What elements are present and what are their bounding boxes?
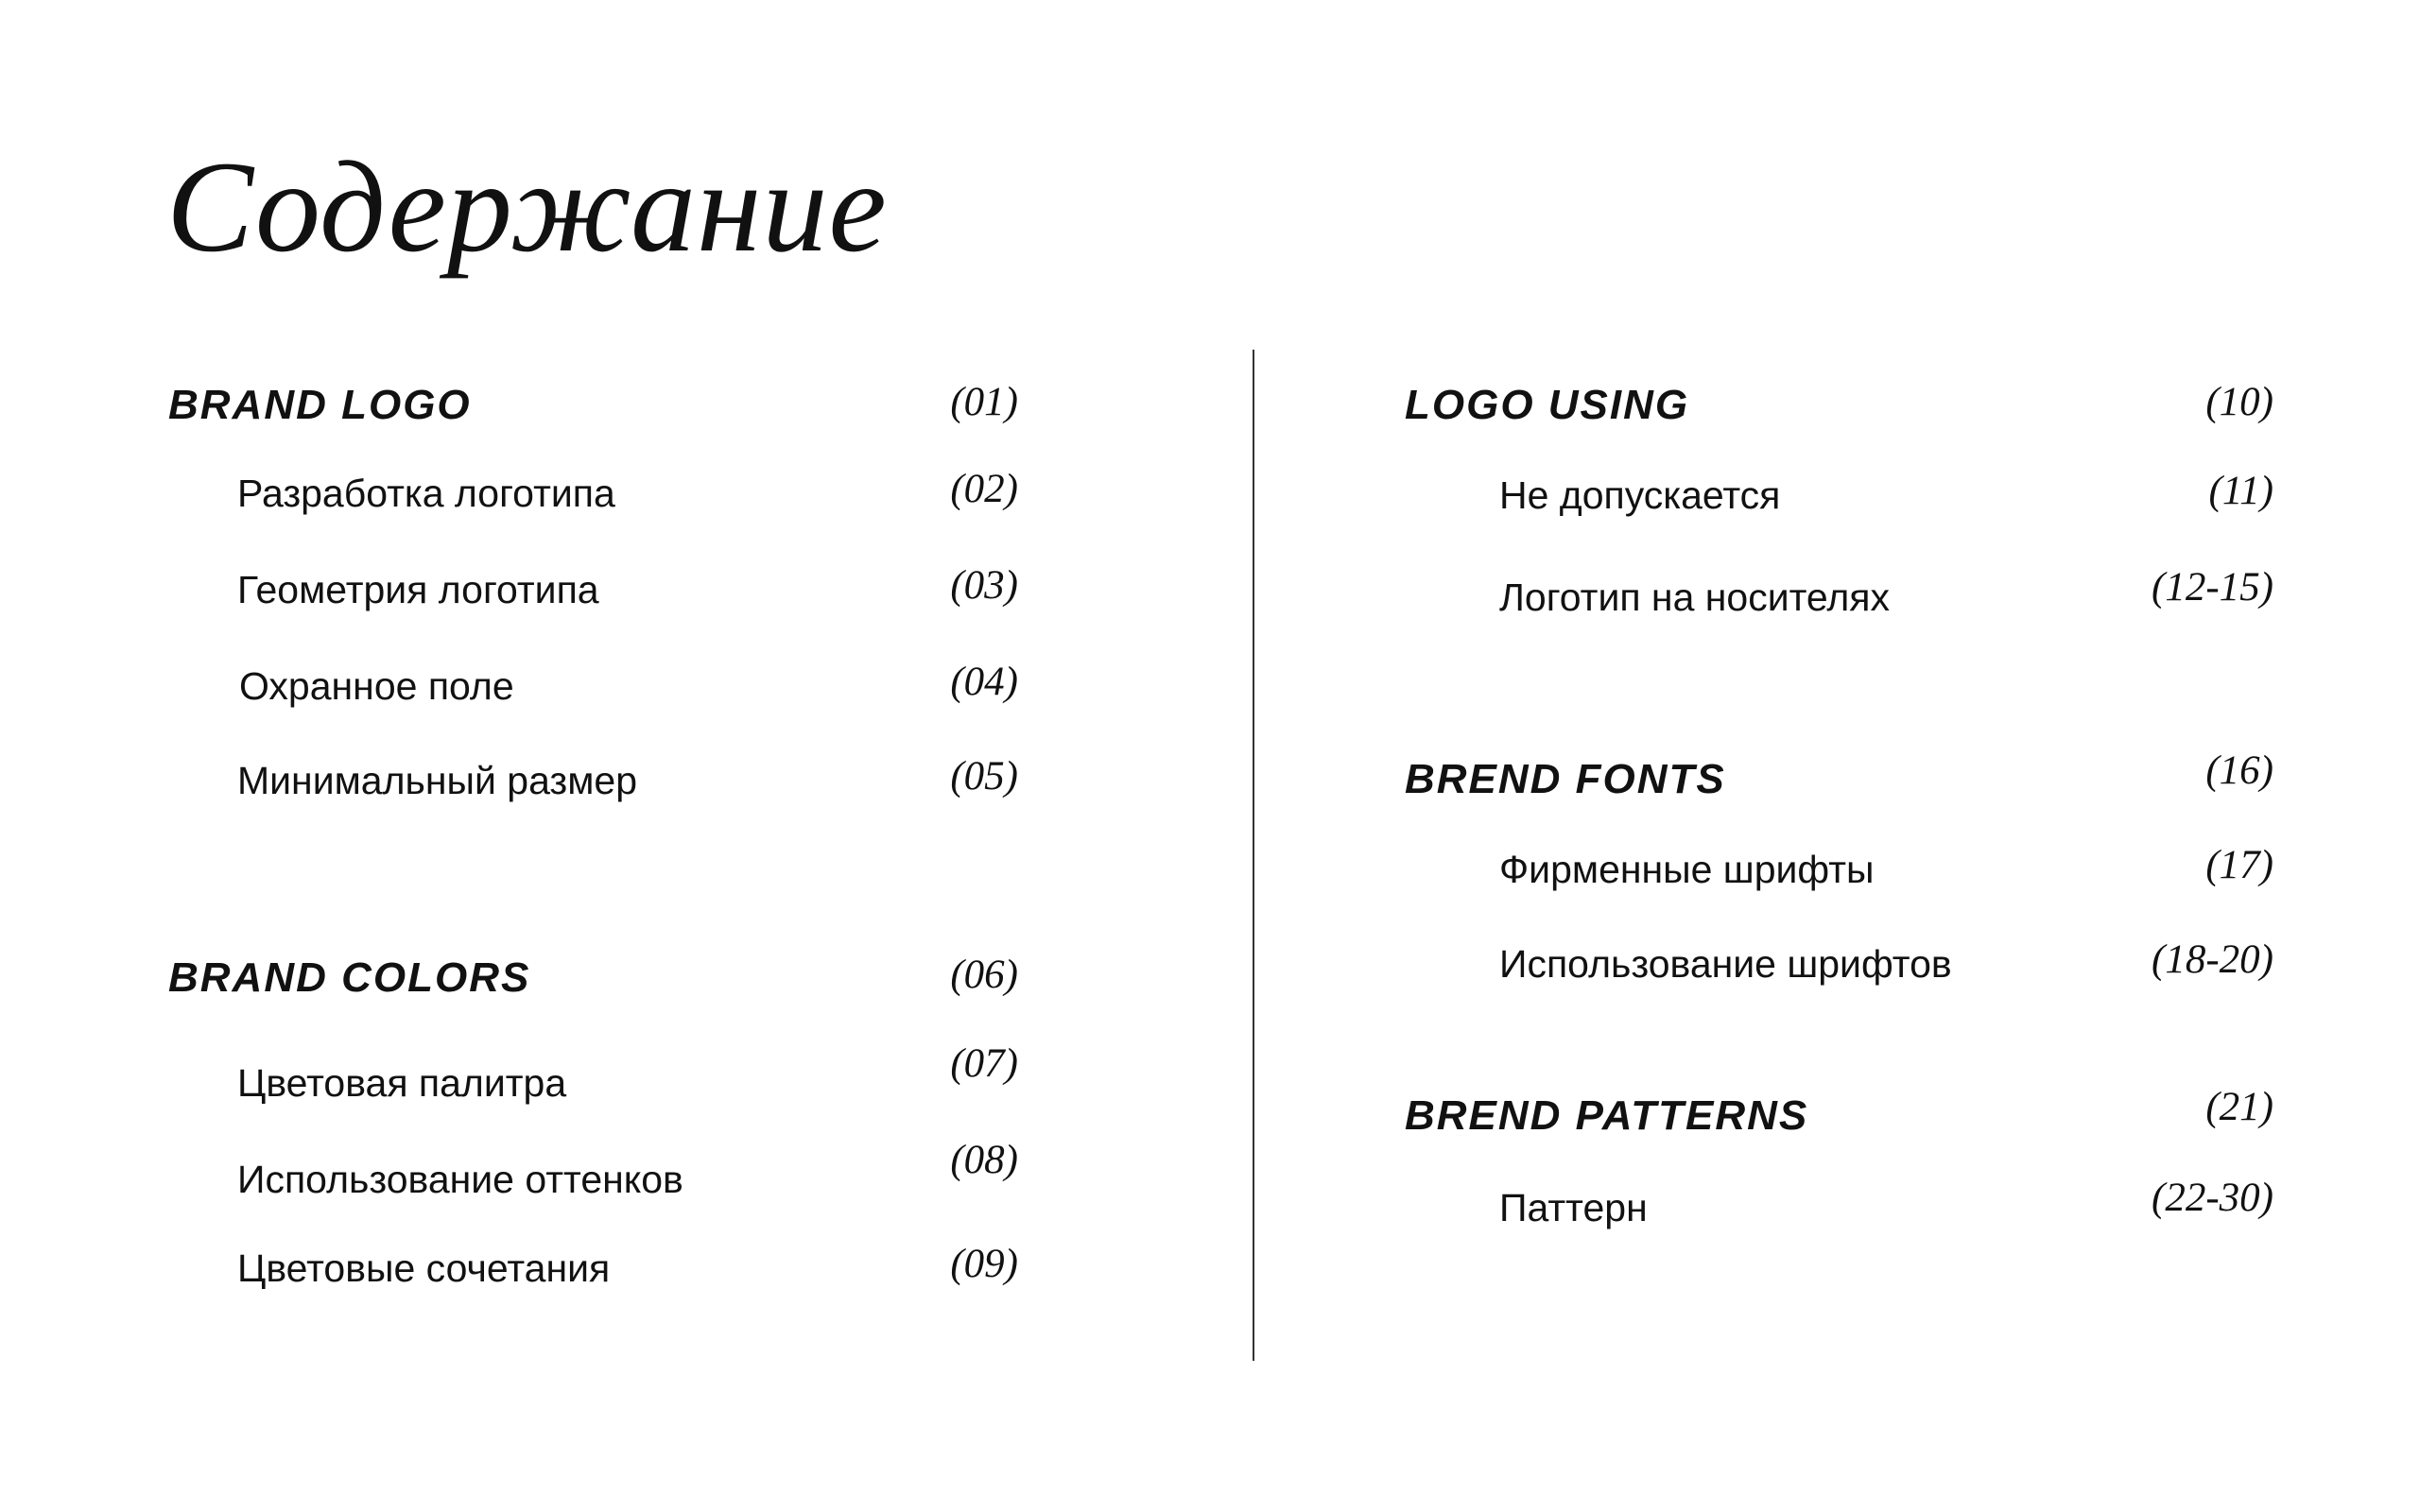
page-number: (07) [950,1041,1018,1086]
page-number: (08) [950,1138,1018,1182]
item-label: Не допускается [1499,473,1781,517]
section-heading: LOGO USING [1405,382,1690,428]
item-label: Использование оттенков [237,1158,683,1201]
section-heading: BRAND LOGO [168,382,472,428]
page-number: (17) [2205,843,2273,887]
page-number: (03) [950,563,1018,608]
section-heading: BRAND COLORS [168,954,531,1001]
item-label: Цветовые сочетания [237,1246,611,1290]
toc-section-brend-patterns[interactable] [0,1085,2273,1149]
item-label: Геометрия логотипа [237,568,599,611]
item-label: Охранное поле [239,664,514,708]
item-label: Фирменные шрифты [1499,848,1875,891]
item-label: Паттерн [1499,1186,1648,1229]
toc-item-fonts-usage[interactable] [0,939,2273,996]
toc-item-not-allowed[interactable] [0,471,2273,527]
item-label: Использование шрифтов [1499,942,1952,986]
item-label: Логотип на носителях [1499,576,1891,619]
page-number: (02) [950,467,1018,511]
item-label: Минимальный размер [237,759,638,802]
toc-item-logo-on-media[interactable] [0,565,2273,629]
item-label: Цветовая палитра [237,1061,567,1105]
page-number: (09) [950,1242,1018,1286]
toc-section-brend-fonts[interactable] [0,748,2273,813]
page-number: (16) [2205,748,2273,793]
page-number: (12-15) [2152,565,2273,610]
toc-item-brand-fonts[interactable] [0,845,2273,902]
section-heading: BREND PATTERNS [1405,1092,1809,1139]
page-number: (22-30) [2152,1176,2273,1220]
toc-section-logo-using[interactable] [0,382,2273,438]
page-number: (05) [950,754,1018,799]
section-heading: BREND FONTS [1405,756,1726,802]
page-number: (11) [2208,469,2273,513]
page-number: (06) [950,953,1018,997]
page-title: Содержание [166,134,888,279]
item-label: Разработка логотипа [237,472,615,515]
page-number: (18-20) [2152,937,2273,982]
page-number: (10) [2205,380,2273,424]
page-number: (01) [950,380,1018,424]
page-number: (21) [2205,1085,2273,1129]
page-number: (04) [950,660,1018,704]
